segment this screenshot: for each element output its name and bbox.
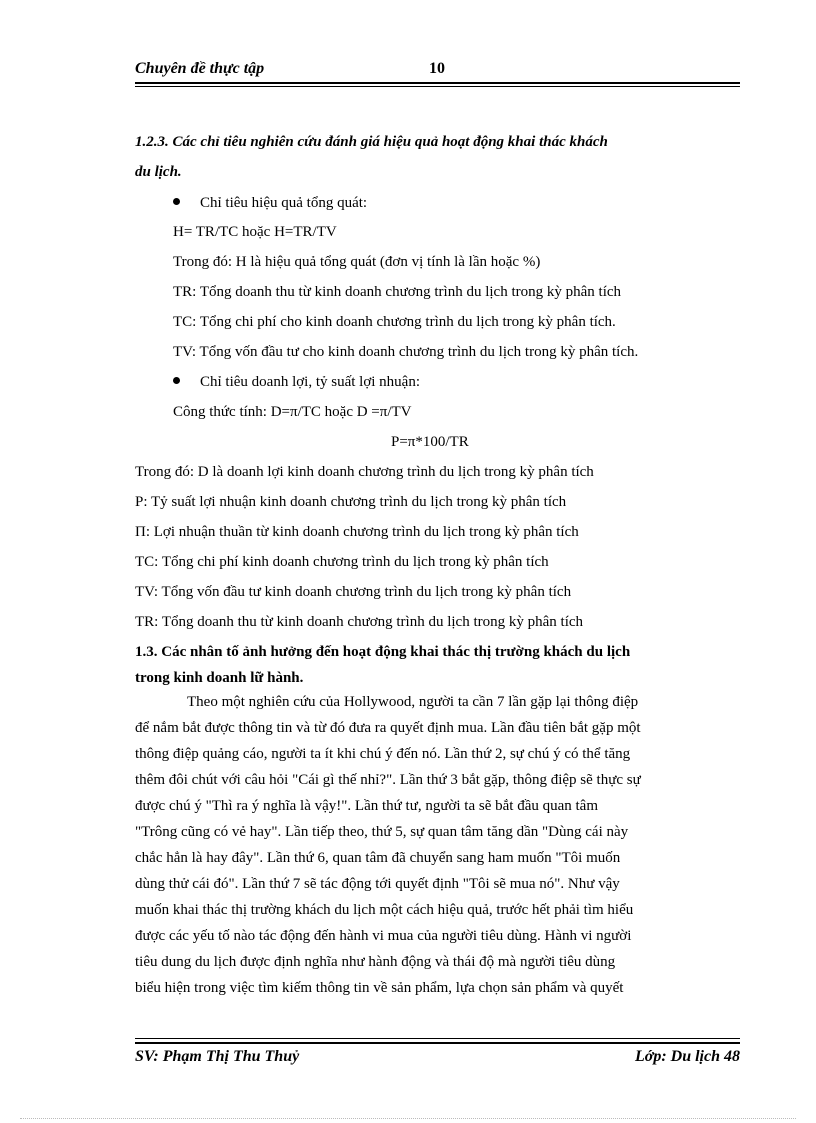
paragraph-line: muốn khai thác thị trường khách du lịch một cách hiệu quả, trước hết phải tìm hiểu: [135, 902, 634, 918]
definition-p: P: Tỷ suất lợi nhuận kinh doanh chương trình du lịch trong kỳ phân tích: [135, 494, 567, 510]
bullet-text: Chỉ tiêu hiệu quả tổng quát:: [200, 195, 368, 211]
paragraph-line: dùng thử cái đó". Lần thứ 7 sẽ tác động tới quyết định "Tôi sẽ mua nó". Như vậy: [135, 876, 620, 892]
footer-student: SV: Phạm Thị Thu Thuỷ: [135, 1048, 300, 1065]
page-header: [135, 56, 740, 82]
paragraph-line: được chú ý "Thì ra ý nghĩa là vậy!". Lần thứ tư, người ta sẽ bắt đầu quan tâm: [135, 798, 599, 814]
where-general: Trong đó: H là hiệu quả tổng quát (đơn vị tính là lần hoặc %): [173, 254, 541, 270]
formula-general: H= TR/TC hoặc H=TR/TV: [173, 224, 337, 240]
paragraph-line: thêm đôi chút với câu hỏi "Cái gì thế nhỉ?". Lần thứ 3 bắt gặp, thông điệp sẽ thực sự: [135, 772, 641, 788]
section-123-heading-line2: du lịch.: [135, 164, 182, 180]
definition-tc: TC: Tổng chi phí cho kinh doanh chương trình du lịch trong kỳ phân tích.: [173, 314, 616, 330]
page-number: 10: [429, 60, 445, 77]
bullet-item-general-efficiency: [173, 195, 367, 212]
paragraph-line: "Trông cũng có vẻ hay". Lần tiếp theo, thứ 5, sự quan tâm tăng dần "Dùng cái này: [135, 824, 629, 840]
footer-rule-thin: [135, 1038, 740, 1039]
page-bottom-border: [20, 1118, 796, 1119]
paragraph-line: Theo một nghiên cứu của Hollywood, người ta cần 7 lần gặp lại thông điệp: [187, 694, 639, 710]
bullet-text: Chỉ tiêu doanh lợi, tỷ suất lợi nhuận:: [200, 374, 421, 390]
paragraph-line: được các yếu tố nào tác động đến hành vi mua của người tiêu dùng. Hành vi người: [135, 928, 632, 944]
definition-tc2: TC: Tổng chi phí kinh doanh chương trình du lịch trong kỳ phân tích: [135, 554, 549, 570]
definition-pi: Π: Lợi nhuận thuần từ kinh doanh chương trình du lịch trong kỳ phân tích: [135, 524, 579, 540]
footer-class: Lớp: Du lịch 48: [634, 1048, 740, 1065]
formula-profit: Công thức tính: D=π/TC hoặc D =π/TV: [173, 404, 412, 420]
bullet-item-profitability: [173, 374, 420, 391]
paragraph-line: thông điệp quảng cáo, người ta ít khi chú ý đến nó. Lần thứ 2, sự chú ý có thể tăng: [135, 746, 631, 762]
header-rule-thick: [135, 82, 740, 84]
definition-tr2: TR: Tổng doanh thu từ kinh doanh chương trình du lịch trong kỳ phân tích: [135, 614, 584, 630]
footer-rule-thick: [135, 1042, 740, 1044]
paragraph-line: biểu hiện trong việc tìm kiếm thông tin về sản phẩm, lựa chọn sản phẩm và quyết: [135, 980, 624, 996]
section-13-heading-line1: 1.3. Các nhân tố ảnh hưởng đến hoạt động khai thác thị trường khách du lịch: [135, 644, 631, 660]
where-profit: Trong đó: D là doanh lợi kinh doanh chương trình du lịch trong kỳ phân tích: [135, 464, 594, 480]
paragraph-line: để nắm bắt được thông tin và từ đó đưa ra quyết định mua. Lần đầu tiên bắt gặp một: [135, 720, 641, 736]
bullet-icon: [173, 198, 180, 205]
section-13-heading-line2: trong kinh doanh lữ hành.: [135, 670, 304, 686]
bullet-icon: [173, 377, 180, 384]
header-rule-thin: [135, 86, 740, 87]
definition-tv: TV: Tổng vốn đầu tư cho kinh doanh chương trình du lịch trong kỳ phân tích.: [173, 344, 639, 360]
formula-ratio: P=π*100/TR: [391, 434, 469, 450]
definition-tv2: TV: Tổng vốn đầu tư kinh doanh chương trình du lịch trong kỳ phân tích: [135, 584, 572, 600]
paragraph-line: chắc hẳn là hay đây". Lần thứ 6, quan tâm đã chuyển sang ham muốn "Tôi muốn: [135, 850, 621, 866]
section-123-heading-line1: 1.2.3. Các chỉ tiêu nghiên cứu đánh giá hiệu quả hoạt động khai thác khách: [135, 134, 608, 150]
paragraph-line: tiêu dung du lịch được định nghĩa như hành động và thái độ mà người tiêu dùng: [135, 954, 616, 970]
header-title: Chuyên đề thực tập: [135, 60, 265, 77]
definition-tr: TR: Tổng doanh thu từ kinh doanh chương trình du lịch trong kỳ phân tích: [173, 284, 622, 300]
